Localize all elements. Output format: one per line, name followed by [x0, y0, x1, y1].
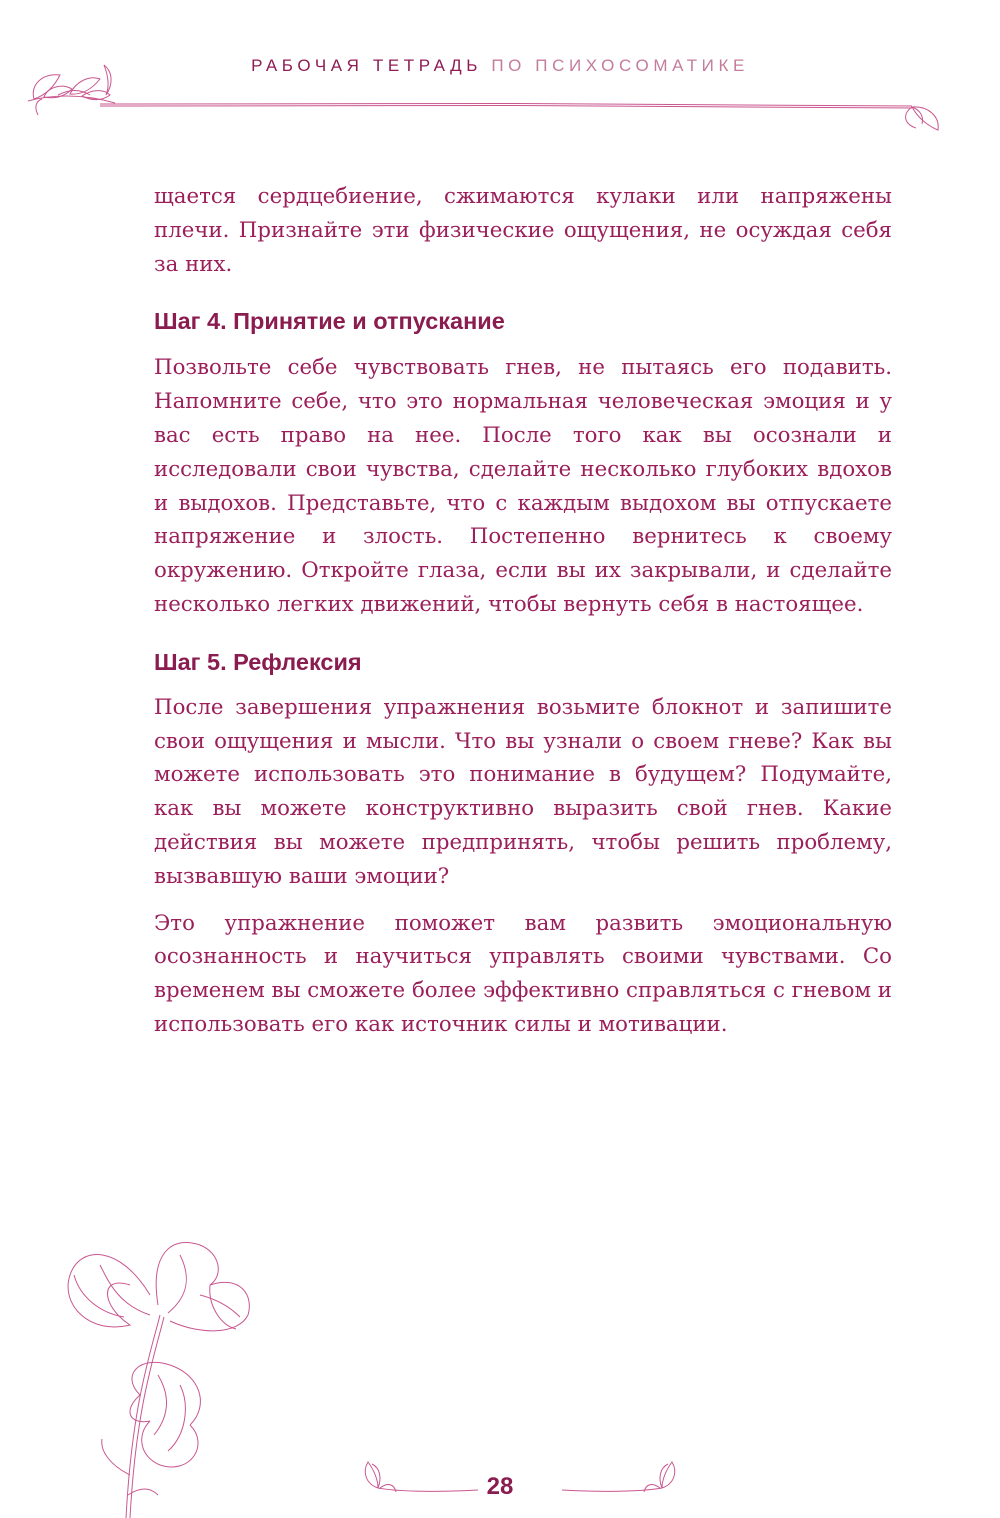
header-title-light: ПО ПСИХОСОМАТИКЕ: [491, 56, 749, 75]
header-title-bold: РАБОЧАЯ ТЕТРАДЬ: [251, 56, 482, 75]
step4-paragraph: Позвольте себе чувствовать гнев, не пытаясь его подавить. Напомните себе, что это нормальная человеческая эмоция и у вас есть право на нее. После того как вы осознали и исследовали свои чувства, сделайте несколько глубоких вдохов и выдохов. Представьте, что с каждым выдохом вы отпускаете напряжение и злость. Постепенно вернитесь к своему окружению. Откройте глаза, если вы их закрывали, и сделайте несколько легких движений, чтобы вернуть себя в настоящее.: [154, 355, 892, 617]
header-divider: [100, 98, 950, 138]
conclusion-paragraph: Это упражнение поможет вам развить эмоциональную осознанность и научиться управлять своими чувствами. Со временем вы сможете более эффективно справляться с гневом и использовать его как источник силы и мотивации.: [154, 910, 892, 1037]
step5-heading: Шаг 5. Рефлексия: [154, 648, 362, 675]
page-number: 28: [486, 1473, 514, 1500]
step5-paragraph: После завершения упражнения возьмите блокнот и запишите свои ощущения и мысли. Что вы узнали о своем гневе? Как вы можете использовать это понимание в будущем? Подумайте, как вы можете конструктивно выразить свой гнев. Какие действия вы можете предпринять, чтобы решить проблему, вызвавшую ваши эмоции?: [154, 694, 892, 889]
main-content: [154, 180, 892, 1042]
step4-heading: Шаг 4. Принятие и отпускание: [154, 308, 505, 335]
running-header: [0, 56, 1000, 76]
intro-paragraph: щается сердцебиение, сжимаются кулаки или напряжены плечи. Признайте эти физические ощущения, не осуждая себя за них.: [154, 184, 892, 277]
